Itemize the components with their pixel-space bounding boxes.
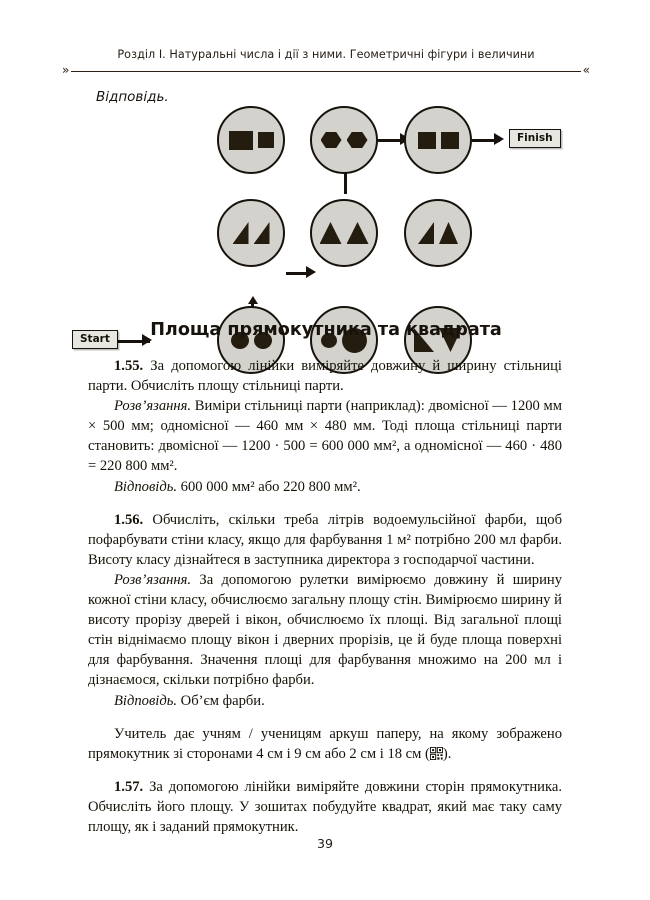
exercise-1-55-solution xyxy=(88,396,562,476)
solution-text: Виміри стільниці парти (наприклад): двомісної — 1200 мм × 500 мм; одномісної — 460 мм × 480 мм. Тоді площа стільниці парти становить: двомісної — 1200 · 500 = 600 000 мм², а одномісної — 460 · 480 = 220 800 мм². xyxy=(88,398,562,475)
answer-label: Відповідь. xyxy=(114,478,178,495)
node-r1c3[interactable] xyxy=(404,106,472,174)
exercise-1-56-number: 1.56. xyxy=(114,511,144,528)
node-r2c2[interactable] xyxy=(310,199,378,267)
start-label[interactable]: Start xyxy=(72,330,118,349)
square-glyph xyxy=(258,132,274,148)
node-r1c2[interactable] xyxy=(310,106,378,174)
triangle-glyph xyxy=(347,222,369,244)
rectangle-glyph xyxy=(229,131,253,150)
exercise-1-55-text: За допомогою лінійки виміряйте довжину й ширину стільниці парти. Обчисліть площу стільниці парти. xyxy=(88,358,562,395)
triangle-glyph xyxy=(439,222,458,244)
diagram-answer-label: Відповідь. xyxy=(96,89,169,105)
body-text xyxy=(88,356,562,837)
square-glyph xyxy=(441,132,459,149)
exercise-1-55-answer xyxy=(88,477,562,497)
finish-label[interactable]: Finish xyxy=(509,129,561,148)
rule-line xyxy=(71,71,581,72)
hexagon-glyph xyxy=(347,132,368,148)
hexagon-glyph xyxy=(321,132,342,148)
exercise-1-55-task xyxy=(88,356,562,396)
arrow-finish xyxy=(494,133,504,145)
node-r2c3[interactable] xyxy=(404,199,472,267)
running-head-title: Розділ I. Натуральні числа і дії з ними. Геометричні фігури і величини xyxy=(117,48,535,61)
exercise-1-56-text: Обчисліть, скільки треба літрів водоемульсійної фарби, щоб пофарбувати стіни класу, якщо для фарбування 1 м² потрібно 200 мл фарби. Висоту класу дізнайтеся в заступника директора з господарчої частини. xyxy=(88,511,562,568)
solution-label: Розв’язання. xyxy=(114,398,192,415)
exercise-1-56-answer xyxy=(88,691,562,711)
teacher-note-text-after: ). xyxy=(442,745,452,762)
right-triangle-glyph xyxy=(418,222,434,244)
exercise-1-57-number: 1.57. xyxy=(114,778,144,795)
exercise-1-56-task xyxy=(88,510,562,570)
right-triangle-glyph xyxy=(254,222,270,244)
exercise-1-57-text: За допомогою лінійки виміряйте довжини сторін прямокутника. Обчисліть його площу. У зошитах побудуйте квадрат, який має таку саму площу, як і заданий прямокутник. xyxy=(88,778,562,835)
teacher-note-text-before: Учитель дає учням / ученицям аркуш паперу, на якому зображено прямокутник зі сторонами 4 см і 9 см або 2 см і 18 см ( xyxy=(88,725,562,762)
teacher-note xyxy=(88,724,562,764)
rule-cap-left: » xyxy=(62,63,70,77)
rule-cap-right: « xyxy=(582,63,590,77)
triangle-glyph xyxy=(320,222,342,244)
answer-label: Відповідь. xyxy=(114,692,178,709)
exercise-1-57-task xyxy=(88,777,562,837)
right-triangle-glyph xyxy=(233,222,249,244)
answer-text: Об’єм фарби. xyxy=(177,692,265,709)
node-r1c1[interactable] xyxy=(217,106,285,174)
arrow-r3c1-up xyxy=(248,296,258,304)
solution-text: За допомогою рулетки вимірюємо довжину й ширину кожної стіни класу, обчислюємо загальну площу стін. Вимірюємо ширину й висоту прорізу дверей і вікон, обчислюємо їх площі. Від загальної площі стін віднімаємо площу вікон і дверних прорізів, це й буде площа поверхні для фарбування. Значення площі для фарбування множимо на 200 мл і дізнаємося, скільки потрібно фарби. xyxy=(88,571,562,689)
running-head xyxy=(62,48,590,77)
exercise-1-55-number: 1.55. xyxy=(114,358,144,374)
node-r2c1[interactable] xyxy=(217,199,285,267)
section-heading: Площа прямокутника та квадрата xyxy=(150,320,502,340)
square-glyph xyxy=(418,132,436,149)
solution-label: Розв’язання. xyxy=(114,571,192,588)
page-number: 39 xyxy=(316,836,334,851)
arrow-r2c1-right xyxy=(306,266,316,278)
qr-code-icon[interactable] xyxy=(430,747,443,760)
exercise-1-56-solution xyxy=(88,570,562,691)
answer-text: 600 000 мм² або 220 800 мм². xyxy=(177,478,361,495)
running-head-rule xyxy=(62,63,590,77)
